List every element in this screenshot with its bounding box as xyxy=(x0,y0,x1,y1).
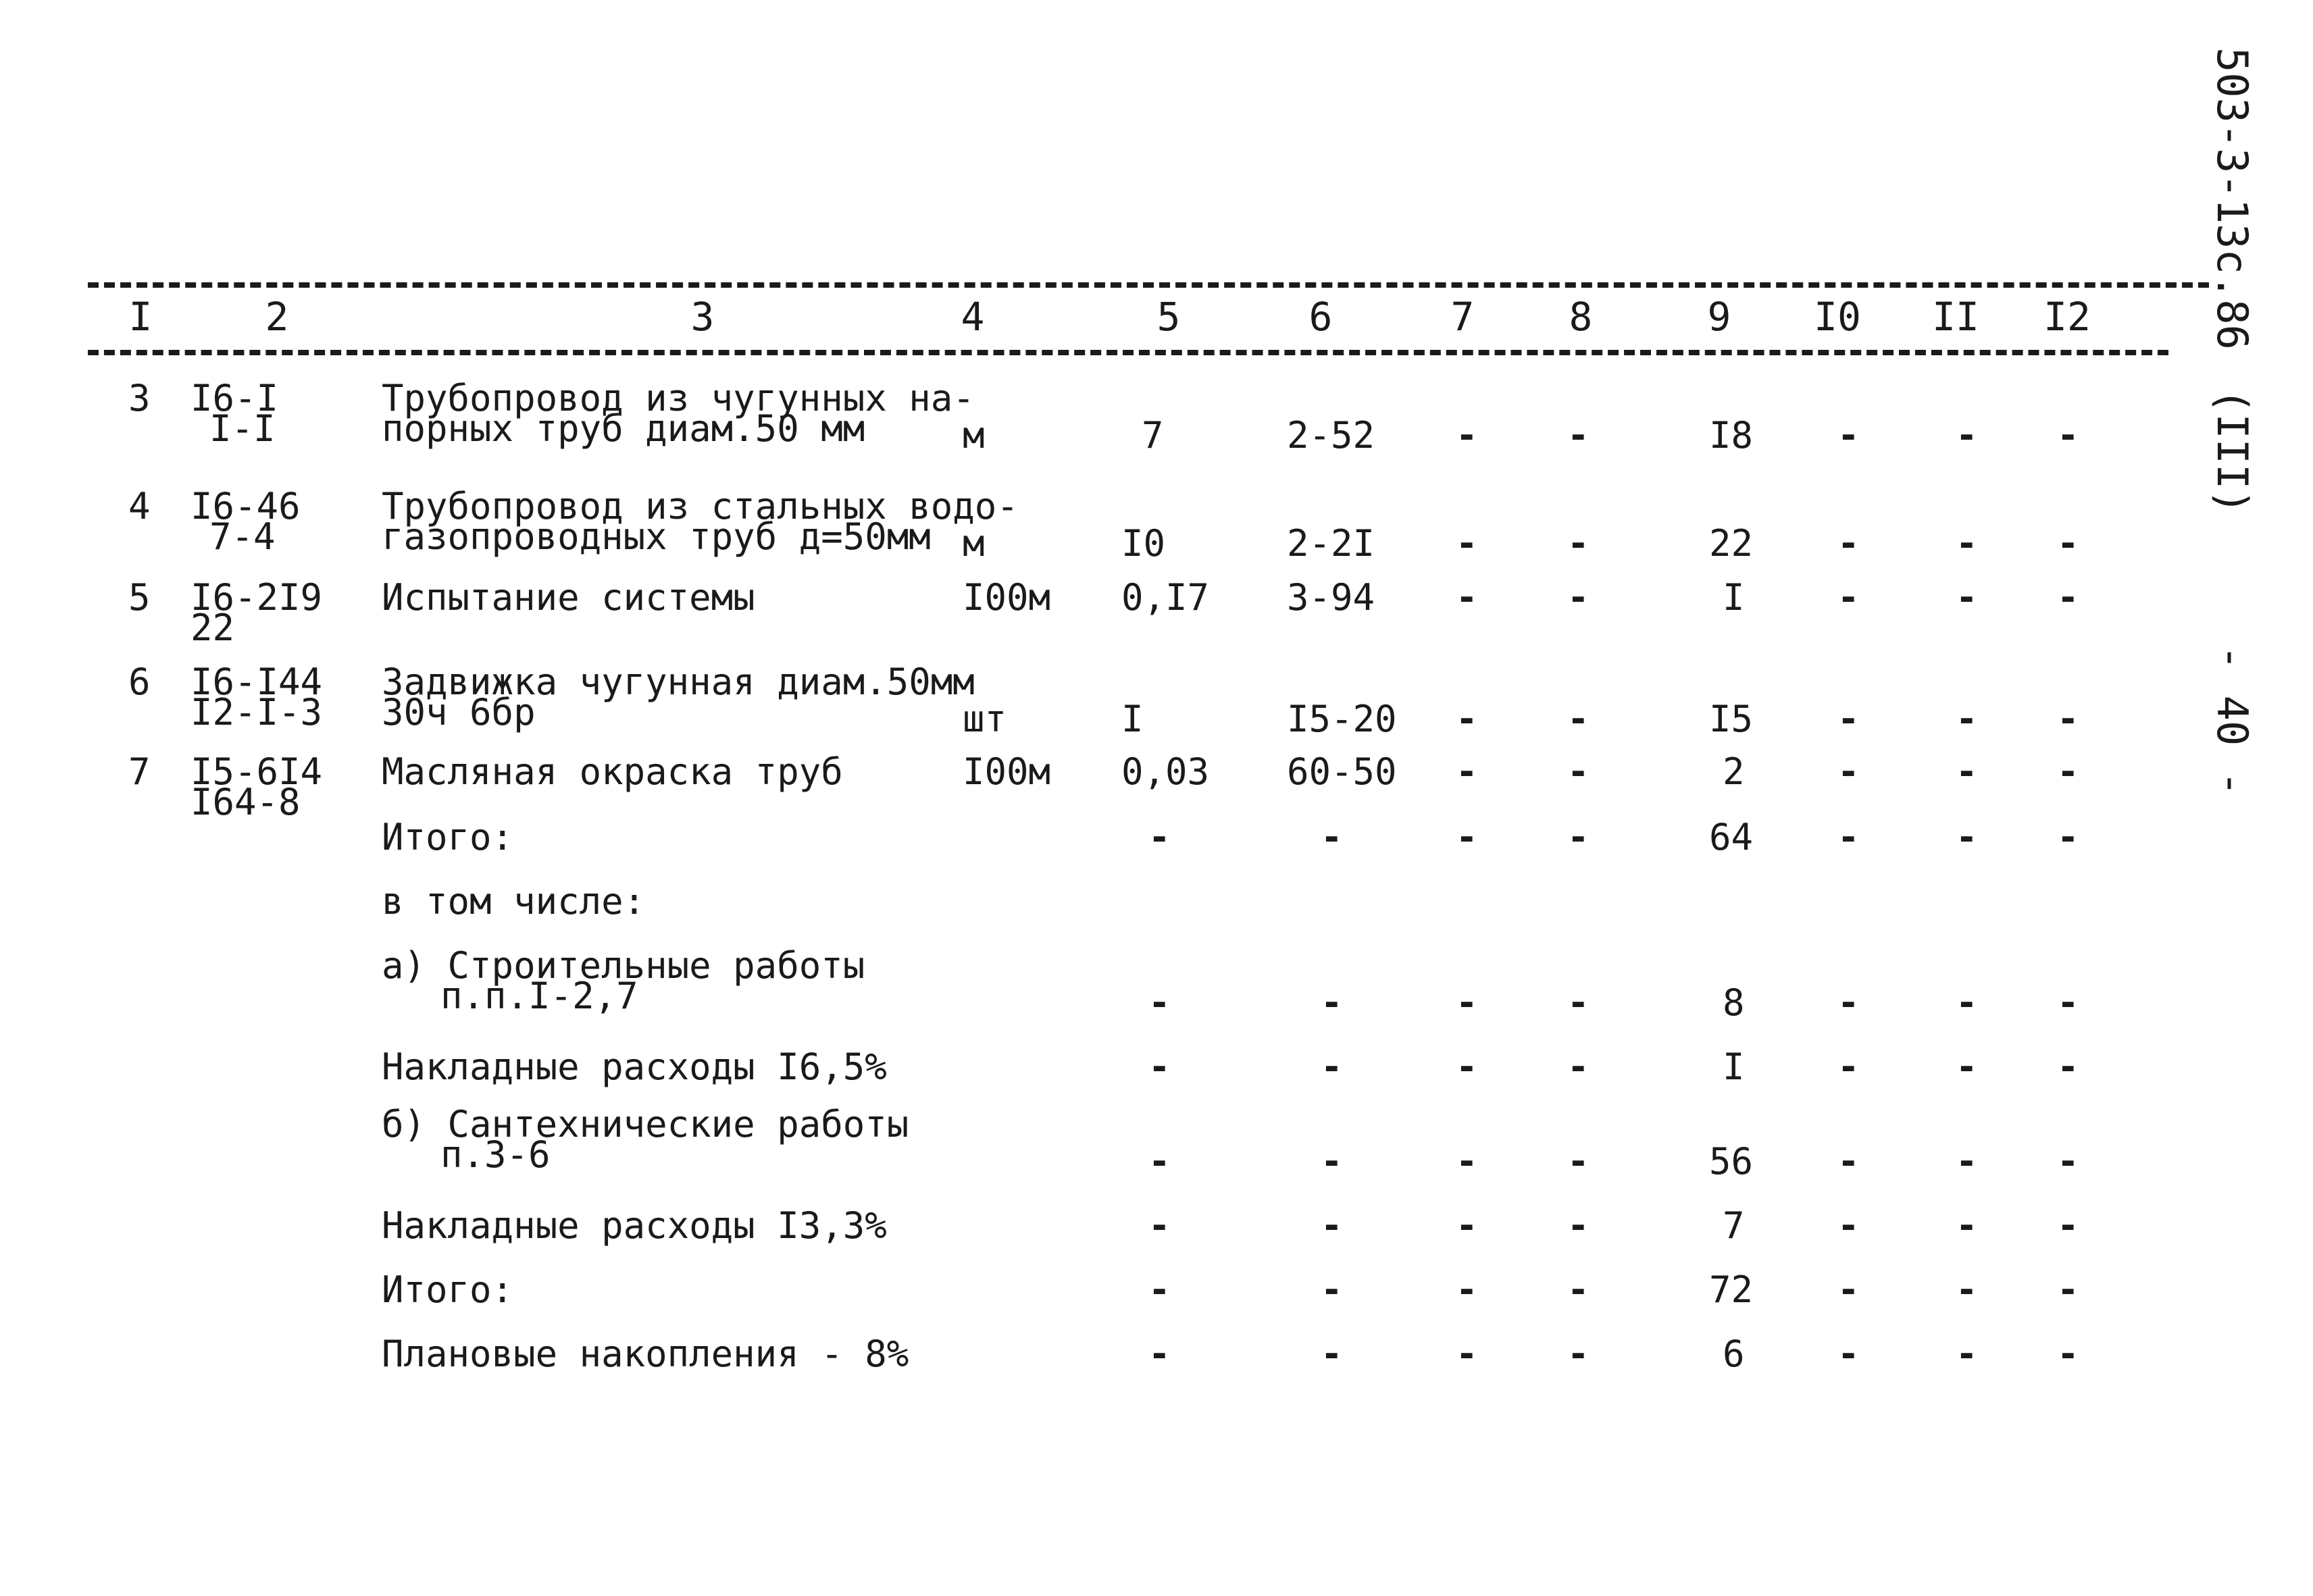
col-7: - xyxy=(1456,698,1478,740)
unit-cost: - xyxy=(1321,816,1343,858)
quantity: - xyxy=(1148,816,1171,858)
summary-label-cont: п.п.I-2,7 xyxy=(440,975,638,1017)
total-cost: I8 xyxy=(1709,414,1754,457)
col-10: - xyxy=(1837,1333,1860,1375)
quantity: I xyxy=(1121,698,1144,740)
col-header-11: II xyxy=(1932,294,1979,340)
col-7: - xyxy=(1456,981,1478,1024)
rate-code: I5-6I4 xyxy=(190,750,323,793)
row-number: 5 xyxy=(128,576,151,619)
col-12: - xyxy=(2057,1333,2079,1375)
summary-label: б) Сантехнические работы xyxy=(382,1103,909,1145)
unit: м xyxy=(963,522,985,565)
col-8: - xyxy=(1567,522,1590,565)
col-10: - xyxy=(1837,1268,1860,1311)
rate-code-sub: 7-4 xyxy=(209,515,276,558)
summary-label: а) Строительные работы xyxy=(382,944,865,987)
col-11: - xyxy=(1956,816,1978,858)
col-11: - xyxy=(1956,750,1978,793)
rate-code: I6-46 xyxy=(190,485,301,527)
col-10: - xyxy=(1837,698,1860,740)
summary-label: Плановые накопления - 8% xyxy=(382,1333,909,1375)
section-marker: (III) xyxy=(2208,388,2257,515)
col-8: - xyxy=(1567,576,1590,619)
col-10: - xyxy=(1837,522,1860,565)
col-header-1: I xyxy=(128,294,153,340)
col-10: - xyxy=(1837,981,1860,1024)
total-cost: 6 xyxy=(1723,1333,1745,1375)
work-description-cont: порных труб диам.50 мм xyxy=(382,407,865,450)
col-8: - xyxy=(1567,414,1590,457)
col-11: - xyxy=(1956,698,1978,740)
col-8: - xyxy=(1567,1268,1590,1311)
unit-cost: 60-50 xyxy=(1287,750,1397,793)
col-12: - xyxy=(2057,414,2079,457)
col-11: - xyxy=(1956,981,1978,1024)
col-7: - xyxy=(1456,414,1478,457)
rate-code-sub: I2-I-3 xyxy=(190,691,323,733)
total-cost: 72 xyxy=(1709,1268,1754,1311)
rate-code-sub: 22 xyxy=(190,607,235,649)
col-7: - xyxy=(1456,576,1478,619)
col-11: - xyxy=(1956,1140,1978,1183)
col-8: - xyxy=(1567,1204,1590,1247)
rate-code: I6-2I9 xyxy=(190,576,323,619)
col-11: - xyxy=(1956,414,1978,457)
work-description: Масляная окраска труб xyxy=(382,750,843,793)
quantity: - xyxy=(1148,1268,1171,1311)
col-11: - xyxy=(1956,1333,1978,1375)
document-number: 503-3-13с.86 xyxy=(2208,47,2257,350)
quantity: - xyxy=(1148,1046,1171,1088)
work-description: Трубопровод из чугунных на- xyxy=(382,377,975,419)
col-12: - xyxy=(2057,576,2079,619)
total-cost: 56 xyxy=(1709,1140,1754,1183)
col-8: - xyxy=(1567,698,1590,740)
total-cost: I xyxy=(1723,1046,1745,1088)
rate-code: I6-I44 xyxy=(190,661,323,703)
unit-cost: - xyxy=(1321,981,1343,1024)
col-7: - xyxy=(1456,1333,1478,1375)
col-12: - xyxy=(2057,1046,2079,1088)
col-10: - xyxy=(1837,1204,1860,1247)
row-number: 4 xyxy=(128,485,151,527)
summary-label: Накладные расходы I3,3% xyxy=(382,1204,887,1247)
unit-cost: 2-2I xyxy=(1287,522,1375,565)
unit: м xyxy=(963,414,985,457)
col-10: - xyxy=(1837,1140,1860,1183)
col-7: - xyxy=(1456,1204,1478,1247)
col-10: - xyxy=(1837,816,1860,858)
row-number: 6 xyxy=(128,661,151,703)
rate-code-sub: I-I xyxy=(209,407,276,450)
col-10: - xyxy=(1837,576,1860,619)
quantity: - xyxy=(1148,1140,1171,1183)
col-7: - xyxy=(1456,1268,1478,1311)
header-top-rule xyxy=(88,282,2209,288)
col-8: - xyxy=(1567,1046,1590,1088)
work-description-cont: 30ч 6бр xyxy=(382,691,536,733)
quantity: I0 xyxy=(1121,522,1166,565)
col-header-6: 6 xyxy=(1308,294,1333,340)
col-8: - xyxy=(1567,750,1590,793)
summary-label: в том числе: xyxy=(382,880,646,923)
col-8: - xyxy=(1567,1140,1590,1183)
col-7: - xyxy=(1456,1140,1478,1183)
unit-cost: - xyxy=(1321,1140,1343,1183)
unit: шт xyxy=(963,698,1007,740)
col-12: - xyxy=(2057,750,2079,793)
row-number: 7 xyxy=(128,750,151,793)
unit: I00м xyxy=(963,576,1051,619)
work-description-cont: газопроводных труб д=50мм xyxy=(382,515,931,558)
quantity: 0,03 xyxy=(1121,750,1210,793)
quantity: - xyxy=(1148,1333,1171,1375)
col-10: - xyxy=(1837,414,1860,457)
unit: I00м xyxy=(963,750,1051,793)
col-8: - xyxy=(1567,1333,1590,1375)
work-description: Трубопровод из стальных водо- xyxy=(382,485,1019,527)
work-description: Испытание системы xyxy=(382,576,755,619)
page-number: - 40 - xyxy=(2208,645,2257,796)
rate-code-sub: I64-8 xyxy=(190,781,301,823)
unit-cost: - xyxy=(1321,1204,1343,1247)
header-bottom-rule xyxy=(88,350,2168,355)
col-10: - xyxy=(1837,1046,1860,1088)
total-cost: 7 xyxy=(1723,1204,1745,1247)
col-header-4: 4 xyxy=(961,294,985,340)
col-11: - xyxy=(1956,576,1978,619)
unit-cost: - xyxy=(1321,1268,1343,1311)
summary-label: Итого: xyxy=(382,816,514,858)
total-cost: 64 xyxy=(1709,816,1754,858)
col-12: - xyxy=(2057,816,2079,858)
rate-code: I6-I xyxy=(190,377,279,419)
col-12: - xyxy=(2057,1204,2079,1247)
col-12: - xyxy=(2057,698,2079,740)
col-header-5: 5 xyxy=(1156,294,1181,340)
col-10: - xyxy=(1837,750,1860,793)
col-header-10: I0 xyxy=(1814,294,1861,340)
col-8: - xyxy=(1567,981,1590,1024)
col-header-7: 7 xyxy=(1450,294,1475,340)
col-7: - xyxy=(1456,522,1478,565)
col-11: - xyxy=(1956,1268,1978,1311)
col-7: - xyxy=(1456,816,1478,858)
col-11: - xyxy=(1956,522,1978,565)
summary-label: Накладные расходы I6,5% xyxy=(382,1046,887,1088)
col-7: - xyxy=(1456,750,1478,793)
col-header-9: 9 xyxy=(1707,294,1731,340)
col-header-12: I2 xyxy=(2043,294,2091,340)
work-description: Задвижка чугунная диам.50мм xyxy=(382,661,975,703)
col-7: - xyxy=(1456,1046,1478,1088)
summary-label-cont: п.3-6 xyxy=(440,1133,551,1176)
col-8: - xyxy=(1567,816,1590,858)
quantity: - xyxy=(1148,981,1171,1024)
col-12: - xyxy=(2057,981,2079,1024)
col-header-8: 8 xyxy=(1569,294,1593,340)
total-cost: I xyxy=(1723,576,1745,619)
total-cost: 8 xyxy=(1723,981,1745,1024)
summary-label: Итого: xyxy=(382,1268,514,1311)
quantity: 7 xyxy=(1142,414,1164,457)
unit-cost: 2-52 xyxy=(1287,414,1375,457)
col-12: - xyxy=(2057,1268,2079,1311)
unit-cost: - xyxy=(1321,1046,1343,1088)
quantity: - xyxy=(1148,1204,1171,1247)
col-12: - xyxy=(2057,1140,2079,1183)
unit-cost: 3-94 xyxy=(1287,576,1375,619)
col-header-2: 2 xyxy=(265,294,289,340)
total-cost: I5 xyxy=(1709,698,1754,740)
col-12: - xyxy=(2057,522,2079,565)
col-11: - xyxy=(1956,1046,1978,1088)
col-11: - xyxy=(1956,1204,1978,1247)
row-number: 3 xyxy=(128,377,151,419)
col-header-3: 3 xyxy=(690,294,715,340)
quantity: 0,I7 xyxy=(1121,576,1210,619)
total-cost: 22 xyxy=(1709,522,1754,565)
unit-cost: - xyxy=(1321,1333,1343,1375)
total-cost: 2 xyxy=(1723,750,1745,793)
unit-cost: I5-20 xyxy=(1287,698,1397,740)
